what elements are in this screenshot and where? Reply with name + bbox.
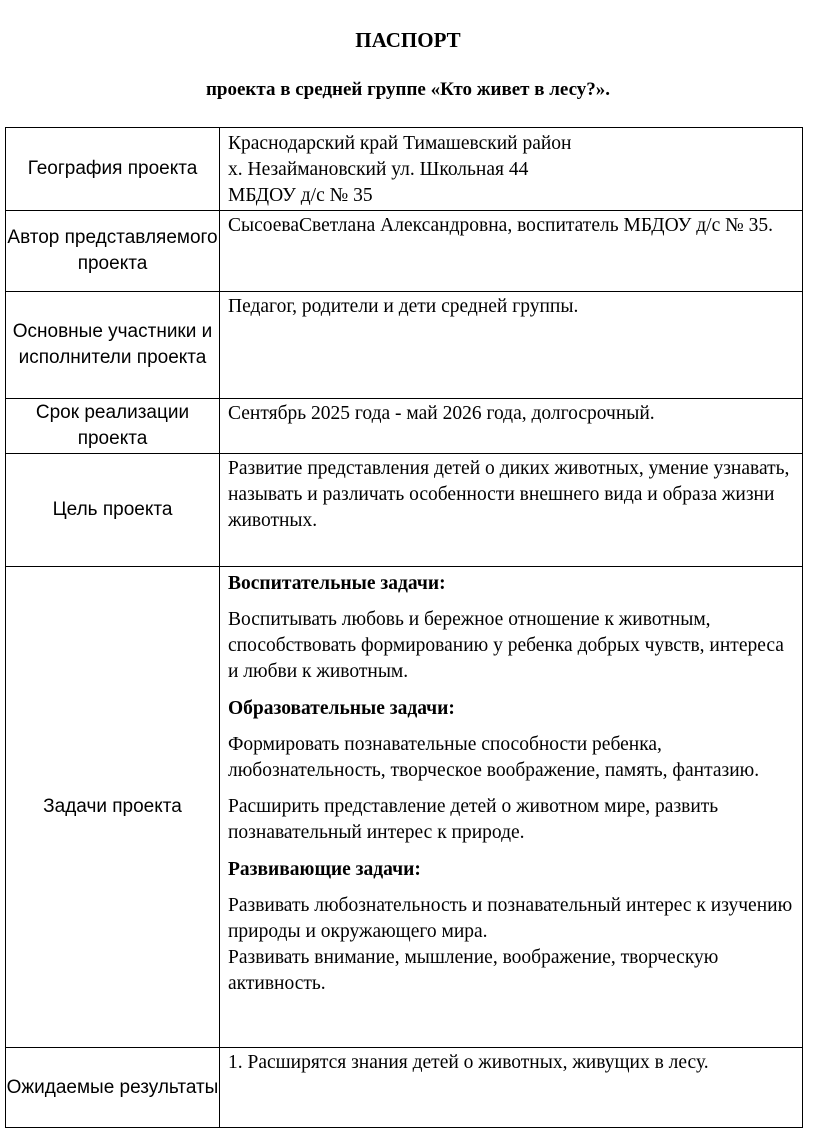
tasks-label: Задачи проекта <box>6 567 220 1048</box>
geography-line-3: МБДОУ д/с № 35 <box>228 185 373 206</box>
geography-label: География проекта <box>6 128 220 211</box>
table-row-goal <box>6 454 803 567</box>
educational-tasks-text: Воспитывать любовь и бережное отношение к животным, способствовать формированию у ребенка добрых чувств, интереса и любви к животным. <box>228 609 784 682</box>
developing-tasks-text-1: Развивать любознательность и познавательный интерес к изучению природы и окружающего мира. <box>228 895 793 942</box>
learning-tasks-heading: Образовательные задачи: <box>228 698 455 719</box>
learning-tasks-text-2: Расширить представление детей о животном мире, развить познавательный интерес к природе. <box>228 796 719 843</box>
table-row-geography <box>6 128 803 211</box>
goal-value: Развитие представления детей о диких животных, умение узнавать, называть и различать особенности внешнего вида и образа жизни животных. <box>220 454 803 567</box>
term-label: Срок реализации проекта <box>6 399 220 454</box>
term-value: Сентябрь 2025 года - май 2026 года, долгосрочный. <box>220 399 803 454</box>
goal-label: Цель проекта <box>6 454 220 567</box>
participants-value: Педагог, родители и дети средней группы. <box>220 292 803 399</box>
document-subtitle: проекта в средней группе «Кто живет в лесу?». <box>205 79 611 100</box>
geography-line-2: х. Незаймановский ул. Школьная 44 <box>228 159 529 180</box>
developing-tasks-heading: Развивающие задачи: <box>228 859 421 880</box>
document-title: ПАСПОРТ <box>355 28 461 52</box>
educational-tasks-heading: Воспитательные задачи: <box>228 573 446 594</box>
results-label: Ожидаемые результаты <box>6 1048 220 1128</box>
learning-tasks-text-1: Формировать познавательные способности ребенка, любознательность, творческое воображение, память, фантазию. <box>228 734 760 781</box>
author-value: СысоеваСветлана Александровна, воспитатель МБДОУ д/с № 35. <box>220 211 803 292</box>
tasks-value <box>220 567 803 1048</box>
developing-tasks-text-2: Развивать внимание, мышление, воображение, творческую активность. <box>228 947 719 994</box>
table-row-author <box>6 211 803 292</box>
geography-line-1: Краснодарский край Тимашевский район <box>228 133 572 154</box>
table-row-term <box>6 399 803 454</box>
author-label: Автор представляемого проекта <box>6 211 220 292</box>
table-row-results <box>6 1048 803 1128</box>
passport-table <box>5 127 803 1128</box>
results-value: 1. Расширятся знания детей о животных, живущих в лесу. <box>220 1048 803 1128</box>
geography-value <box>220 128 803 211</box>
table-row-tasks <box>6 567 803 1048</box>
table-row-participants <box>6 292 803 399</box>
participants-label: Основные участники и исполнители проекта <box>6 292 220 399</box>
